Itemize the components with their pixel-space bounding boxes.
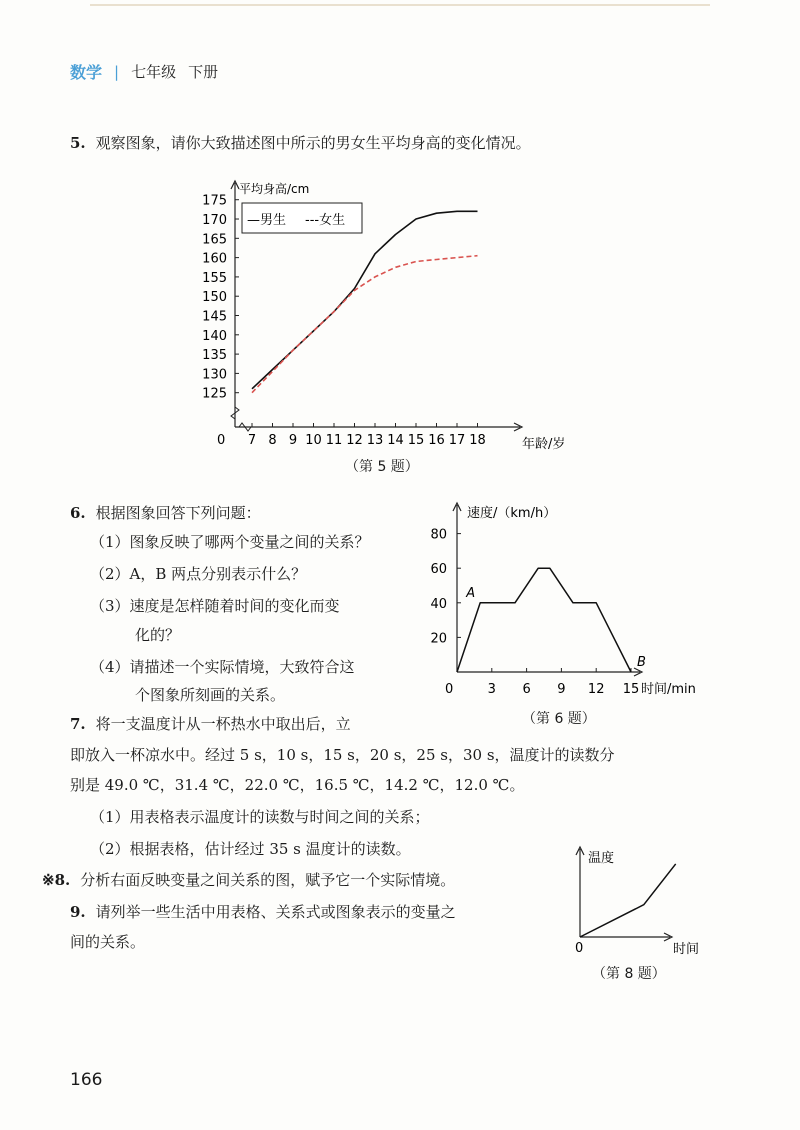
legend-boys: —男生 bbox=[247, 213, 287, 228]
x-tick-label: 8 bbox=[268, 433, 277, 448]
y-tick-label: 40 bbox=[430, 596, 447, 612]
x-axis-label: 时间 bbox=[673, 942, 700, 957]
question-6-item-4-cont: 个图象所刻画的关系。 bbox=[135, 686, 286, 704]
figure-8-caption: （第 8 题） bbox=[592, 966, 666, 982]
question-9 bbox=[70, 902, 456, 922]
question-8 bbox=[42, 870, 455, 890]
figure-6-caption: （第 6 题） bbox=[522, 711, 596, 727]
question-6-item-2: （2）A，B 两点分别表示什么？ bbox=[90, 565, 307, 583]
y-tick-label: 20 bbox=[430, 631, 447, 647]
y-tick-label: 145 bbox=[202, 309, 227, 325]
header-grade: 七年级 bbox=[131, 63, 177, 81]
y-tick-label: 175 bbox=[202, 193, 227, 209]
question-6-item-4: （4）请描述一个实际情境，大致符合这 bbox=[90, 658, 355, 676]
top-rule bbox=[90, 4, 710, 6]
point-b-label: B bbox=[637, 655, 646, 670]
question-6 bbox=[70, 503, 261, 523]
y-tick-label: 125 bbox=[202, 386, 227, 402]
y-tick-label: 170 bbox=[202, 213, 227, 229]
y-tick-label: 60 bbox=[430, 562, 447, 578]
x-tick-label: 10 bbox=[305, 433, 322, 448]
x-tick-label: 18 bbox=[469, 433, 486, 448]
question-8-text: 分析右面反映变量之间关系的图，赋予它一个实际情境。 bbox=[80, 871, 456, 889]
legend-girls: ---女生 bbox=[305, 213, 346, 228]
y-tick-label: 150 bbox=[202, 290, 227, 306]
question-7-line-1: 将一支温度计从一杯热水中取出后，立 bbox=[95, 715, 351, 733]
page-number: 166 bbox=[70, 1070, 103, 1090]
series-line-girls bbox=[252, 256, 478, 393]
header-separator: | bbox=[114, 62, 120, 81]
header-volume: 下册 bbox=[188, 63, 219, 81]
x-tick-label: 9 bbox=[557, 682, 566, 697]
x-axis-label: 年龄/岁 bbox=[522, 437, 566, 450]
x-tick-label: 7 bbox=[247, 433, 257, 448]
x-tick-label: 12 bbox=[346, 433, 363, 448]
y-axis-label: 速度/（km/h） bbox=[467, 506, 557, 521]
question-9-number: 9. bbox=[70, 903, 86, 921]
question-8-number: ※8. bbox=[42, 871, 71, 889]
y-tick-label: 140 bbox=[202, 328, 227, 344]
origin-label: 0 bbox=[445, 682, 454, 697]
question-5-number: 5. bbox=[70, 134, 86, 152]
question-7-line-3: 别是 49.0 ℃，31.4 ℃，22.0 ℃，16.5 ℃，14.2 ℃，12.0 ℃。 bbox=[70, 776, 525, 794]
question-7-line-2: 即放入一杯凉水中。经过 5 s，10 s，15 s，20 s，25 s，30 s，温度计的读数分 bbox=[70, 746, 615, 764]
question-7 bbox=[70, 714, 351, 734]
x-tick-label: 9 bbox=[288, 433, 298, 448]
question-5 bbox=[70, 133, 531, 153]
x-tick-label: 11 bbox=[325, 433, 343, 448]
origin-label: 0 bbox=[575, 941, 584, 956]
header-subject: 数学 bbox=[70, 63, 103, 82]
question-9-line-1: 请列举一些生活中用表格、关系式或图象表示的变量之 bbox=[95, 903, 456, 921]
y-tick-label: 80 bbox=[430, 527, 447, 543]
y-tick-label: 135 bbox=[202, 348, 227, 364]
series-line-boys bbox=[252, 211, 478, 388]
question-6-item-3-cont: 化的？ bbox=[135, 626, 181, 644]
point-a-label: A bbox=[466, 585, 476, 601]
y-tick-label: 130 bbox=[202, 367, 227, 383]
temperature-chart bbox=[565, 840, 710, 960]
page-header bbox=[70, 60, 218, 83]
x-tick-label: 6 bbox=[522, 682, 531, 697]
x-tick-label: 16 bbox=[428, 433, 445, 448]
x-tick-label: 13 bbox=[366, 433, 384, 448]
y-axis-label: 温度 bbox=[588, 851, 615, 866]
y-tick-label: 165 bbox=[202, 232, 227, 248]
question-6-item-1: （1）图象反映了哪两个变量之间的关系？ bbox=[90, 533, 370, 551]
y-tick-label: 160 bbox=[202, 251, 227, 267]
figure-5-caption: （第 5 题） bbox=[345, 459, 419, 475]
x-axis-label: 时间/min bbox=[641, 682, 696, 697]
y-tick-label: 155 bbox=[202, 270, 227, 286]
x-tick-label: 15 bbox=[407, 433, 425, 448]
question-7-item-1: （1）用表格表示温度计的读数与时间之间的关系； bbox=[90, 808, 430, 826]
x-tick-label: 12 bbox=[587, 682, 605, 697]
x-tick-label: 14 bbox=[387, 433, 404, 448]
question-6-item-3: （3）速度是怎样随着时间的变化而变 bbox=[90, 597, 340, 615]
speed-chart bbox=[430, 497, 720, 702]
y-axis-label: 平均身高/cm bbox=[239, 182, 310, 196]
question-6-text: 根据图象回答下列问题： bbox=[95, 504, 261, 522]
height-chart bbox=[195, 175, 585, 450]
x-tick-label: 15 bbox=[622, 682, 640, 697]
question-6-number: 6. bbox=[70, 504, 86, 522]
question-7-item-2: （2）根据表格，估计经过 35 s 温度计的读数。 bbox=[90, 840, 411, 858]
speed-line bbox=[457, 568, 631, 672]
temperature-line bbox=[580, 864, 676, 937]
x-tick-label: 3 bbox=[487, 682, 496, 697]
x-tick-label: 17 bbox=[448, 433, 466, 448]
question-9-line-2: 间的关系。 bbox=[70, 933, 146, 951]
question-5-text: 观察图象，请你大致描述图中所示的男女生平均身高的变化情况。 bbox=[95, 134, 531, 152]
question-7-number: 7. bbox=[70, 715, 86, 733]
origin-label: 0 bbox=[217, 433, 226, 448]
